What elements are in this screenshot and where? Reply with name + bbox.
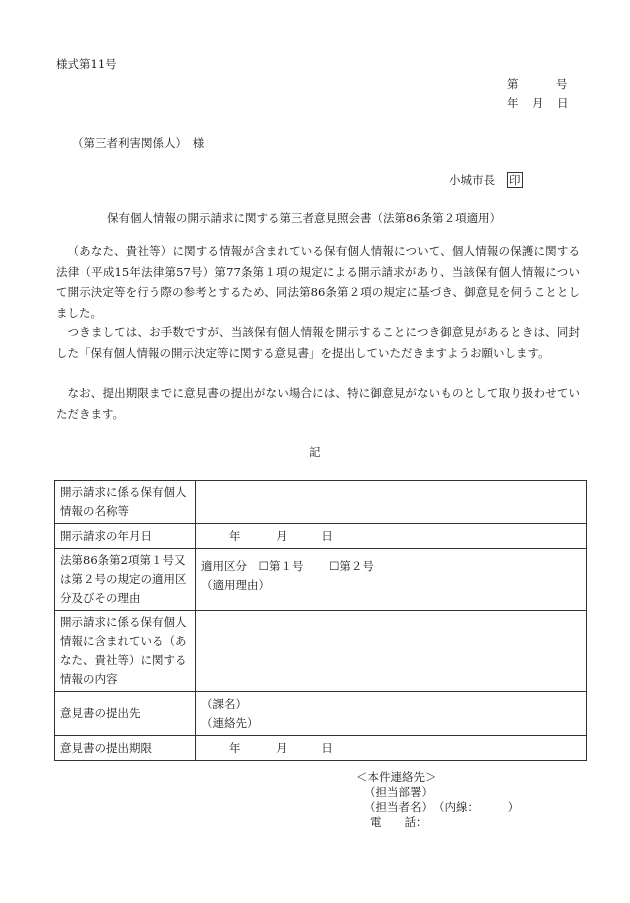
date-year: 年 — [229, 528, 241, 543]
row-label-request-date: 開示請求の年月日 — [55, 524, 196, 549]
date-day: 日 — [321, 740, 333, 755]
row-value-application-category — [196, 549, 587, 611]
contact-person: （担当者名） （内線： ） — [364, 800, 520, 814]
table-row — [55, 481, 587, 524]
row-value-deadline — [196, 736, 587, 761]
category-label: 適用区分 — [201, 559, 247, 573]
addressee: （第三者利害関係人） 様 — [72, 136, 205, 150]
seal-box: 印 — [509, 173, 521, 187]
row-label-info-name: 開示請求に係る保有個人情報の名称等 — [55, 481, 196, 524]
row-label-submit-to: 意見書の提出先 — [55, 692, 196, 736]
section-name-label: （課名） — [201, 696, 247, 711]
ki-heading: 記 — [309, 445, 321, 459]
date-day: 日 — [321, 528, 333, 543]
body-paragraph-1: （あなた、貴社等）に関する情報が含まれている保有個人情報について、個人情報の保護に関する法律（平成15年法律第57号）第77条第１項の規定による開示請求があり、当該保有個人情報について開示決定等を行う際の参考とするため、同法第86条第２項の規定に基づき、御意見を伺うこととしました。 — [56, 244, 580, 320]
row-value-info-name — [196, 481, 587, 524]
date-month: 月 — [276, 740, 288, 755]
issue-date-year: 年 — [507, 96, 519, 110]
info-table — [54, 480, 587, 761]
contact-label: （連絡先） — [201, 715, 259, 730]
document-title: 保有個人情報の開示請求に関する第三者意見照会書（法第86条第２項適用） — [107, 211, 502, 225]
option-item-1: ☐第１号 — [258, 559, 304, 573]
form-number: 様式第11号 — [56, 57, 117, 71]
body-paragraph-3: なお、提出期限までに意見書の提出がない場合には、特に御意見がないものとして取り扱わせていただきます。 — [56, 386, 580, 421]
row-value-request-date — [196, 524, 587, 549]
table-row — [55, 692, 587, 736]
issue-number-dai: 第 — [507, 77, 519, 91]
sender-name: 小城市長 — [449, 173, 495, 187]
body-paragraph-2: つきましては、お手数ですが、当該保有個人情報を開示することにつき御意見があるときは、同封した「保有個人情報の開示決定等に関する意見書」を提出していただきますようお願いします。 — [56, 325, 580, 360]
contact-block — [356, 770, 519, 830]
sender-block — [449, 172, 523, 188]
reason-label: （適用理由） — [201, 578, 270, 592]
row-label-application-category: 法第86条第2項第１号又は第２号の規定の適用区分及びその理由 — [55, 549, 196, 611]
row-label-info-content: 開示請求に係る保有個人情報に含まれている（あなた、貴社等）に関する情報の内容 — [55, 611, 196, 692]
contact-heading: ＜本件連絡先＞ — [356, 770, 437, 784]
table-row — [55, 736, 587, 761]
option-item-2: ☐第２号 — [329, 559, 374, 573]
table-row — [55, 611, 587, 692]
table-row — [55, 549, 587, 611]
issue-number-go: 号 — [556, 77, 568, 91]
issue-date-day: 日 — [557, 96, 569, 110]
date-month: 月 — [276, 528, 288, 543]
date-year: 年 — [229, 740, 241, 755]
contact-phone: 電 話： — [370, 815, 428, 829]
row-label-deadline: 意見書の提出期限 — [55, 736, 196, 761]
table-row — [55, 524, 587, 549]
row-value-info-content — [196, 611, 587, 692]
row-value-submit-to — [196, 692, 587, 736]
issue-date-month: 月 — [532, 96, 544, 110]
contact-dept: （担当部署） — [364, 785, 433, 799]
